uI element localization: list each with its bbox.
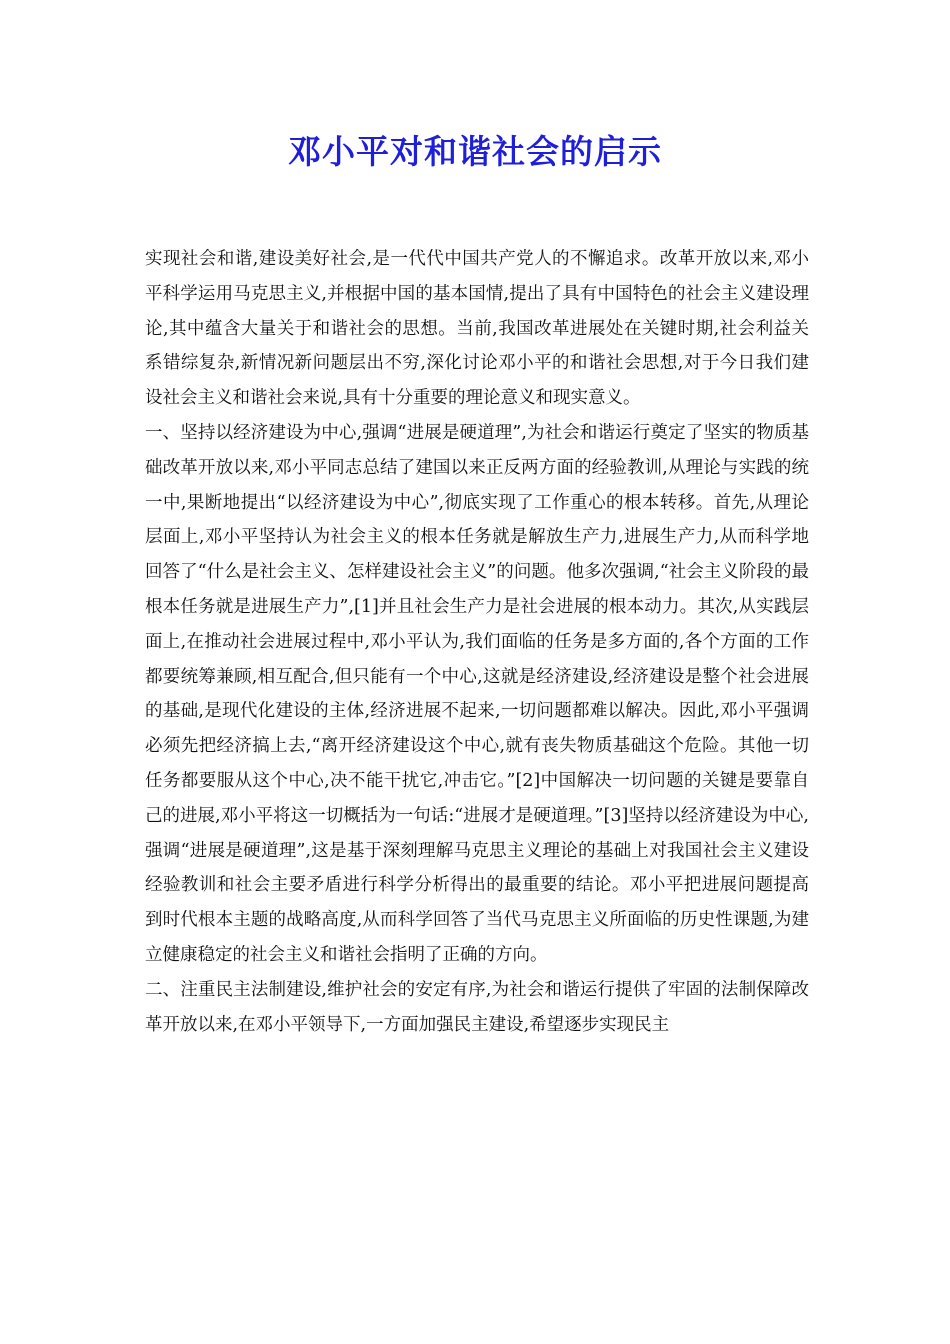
paragraph-section-1: 一、坚持以经济建设为中心,强调“进展是硬道理”,为社会和谐运行奠定了坚实的物质基础改革开放以来,邓小平同志总结了建国以来正反两方面的经验教训,从理论与实践的统一中,果断地提出“以经济建设为中心”,彻底实现了工作重心的根本转移。首先,从理论层面上,邓小平坚持认为社会主义的根本任务就是解放生产力,进展生产力,从而科学地回答了“什么是社会主义、怎样建设社会主义”的问题。他多次强调,“社会主义阶段的最根本任务就是进展生产力”,[1]并且社会生产力是社会进展的根本动力。其次,从实践层面上,在推动社会进展过程中,邓小平认为,我们面临的任务是多方面的,各个方面的工作都要统筹兼顾,相互配合,但只能有一个中心,这就是经济建设,经济建设是整个社会进展的基础,是现代化建设的主体,经济进展不起来,一切问题都难以解决。因此,邓小平强调必须先把经济搞上去,“离开经济建设这个中心,就有丧失物质基础这个危险。其他一切任务都要服从这个中心,决不能干扰它,冲击它。”[2]中国解决一切问题的关键是要靠自己的进展,邓小平将这一切概括为一句话:“进展才是硬道理。”[3]坚持以经济建设为中心,强调“进展是硬道理”,这是基于深刻理解马克思主义理论的基础上对我国社会主义建设经验教训和社会主要矛盾进行科学分析得出的最重要的结论。邓小平把进展问题提高到时代根本主题的战略高度,从而科学回答了当代马克思主义所面临的历史性课题,为建立健康稳定的社会主义和谐社会指明了正确的方向。: [145, 422, 809, 965]
paragraph-intro: 实现社会和谐,建设美好社会,是一代代中国共产党人的不懈追求。改革开放以来,邓小平科学运用马克思主义,并根据中国的基本国情,提出了具有中国特色的社会主义建设理论,其中蕴含大量关于和谐社会的思想。当前,我国改革进展处在关键时期,社会利益关系错综复杂,新情况新问题层出不穷,深化讨论邓小平的和谐社会思想,对于今日我们建设社会主义和谐社会来说,具有十分重要的理论意义和现实意义。: [145, 249, 809, 409]
document-title: 邓小平对和谐社会的启示: [288, 132, 662, 171]
paragraph-section-2: 二、注重民主法制建设,维护社会的安定有序,为社会和谐运行提供了牢固的法制保障改革开放以来,在邓小平领导下,一方面加强民主建设,希望逐步实现民主: [145, 979, 809, 1035]
document-body: [145, 242, 809, 1042]
